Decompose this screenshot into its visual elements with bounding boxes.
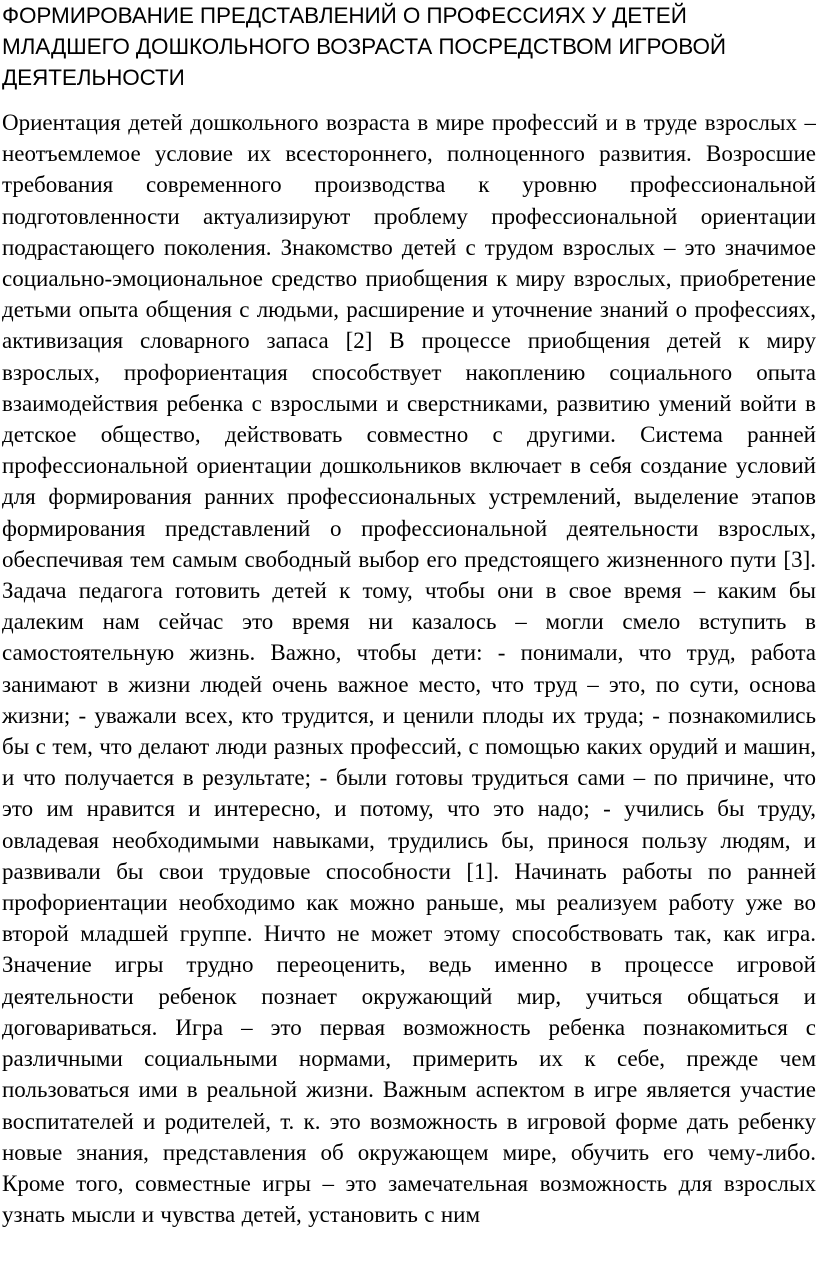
document-paragraph: Ориентация детей дошкольного возраста в мире профессий и в труде взрослых – неотъемлемое условие их всестороннего, полноценного развития. Возросшие требования современного производства к уровню профессиональной подготовленности актуализируют проблему профессиональной ориентации подрастающего поколения. Знакомство детей с трудом взрослых – это значимое социально-эмоциональное средство приобщения к миру взрослых, приобретение детьми опыта общения с людьми, расширение и уточнение знаний о профессиях, активизация словарного запаса [2] В процессе приобщения детей к миру взрослых, профориентация способствует накоплению социального опыта взаимодействия ребенка с взрослыми и сверстниками, развитию умений войти в детское общество, действовать совместно с другими. Система ранней профессиональной ориентации дошкольников включает в себя создание условий для формирования ранних профессиональных устремлений, выделение этапов формирования представлений о профессиональной деятельности взрослых, обеспечивая тем самым свободный выбор его предстоящего жизненного пути [3]. Задача педагога готовить детей к тому, чтобы они в свое время – каким бы далеким нам сейчас это время ни казалось – могли смело вступить в самостоятельную жизнь. Важно, чтобы дети: - понимали, что труд, работа занимают в жизни людей очень важное место, что труд – это, по сути, основа жизни; - уважали всех, кто трудится, и ценили плоды их труда; - познакомились бы с тем, что делают люди разных профессий, с помощью каких орудий и машин, и что получается в результате; - были готовы трудиться сами – по причине, что это им нравится и интересно, и потому, что это надо; - учились бы труду, овладевая необходимыми навыками, трудились бы, принося пользу людям, и развивали бы свои трудовые способности [1]. Начинать работы по ранней профориентации необходимо как можно раньше, мы реализуем работу уже во второй младшей группе. Ничто не может этому способствовать так, как игра. Значение игры трудно переоценить, ведь именно в процессе игровой деятельности ребенок познает окружающий мир, учиться общаться и договариваться. Игра – это первая возможность ребенка познакомиться с различными социальными нормами, примерить их к себе, прежде чем пользоваться ими в реальной жизни. Важным аспектом в игре является участие воспитателей и родителей, т. к. это возможность в игровой форме дать ребенку новые знания, представления об окружающем мире, обучить его чему-либо. Кроме того, совместные игры – это замечательная возможность для взрослых узнать мысли и чувства детей, установить с ним — [2, 110, 816, 1228]
document-title: ФОРМИРОВАНИЕ ПРЕДСТАВЛЕНИЙ О ПРОФЕССИЯХ У ДЕТЕЙ МЛАДШЕГО ДОШКОЛЬНОГО ВОЗРАСТА ПОСРЕДСТВОМ ИГРОВОЙ ДЕЯТЕЛЬНОСТИ — [2, 3, 726, 90]
